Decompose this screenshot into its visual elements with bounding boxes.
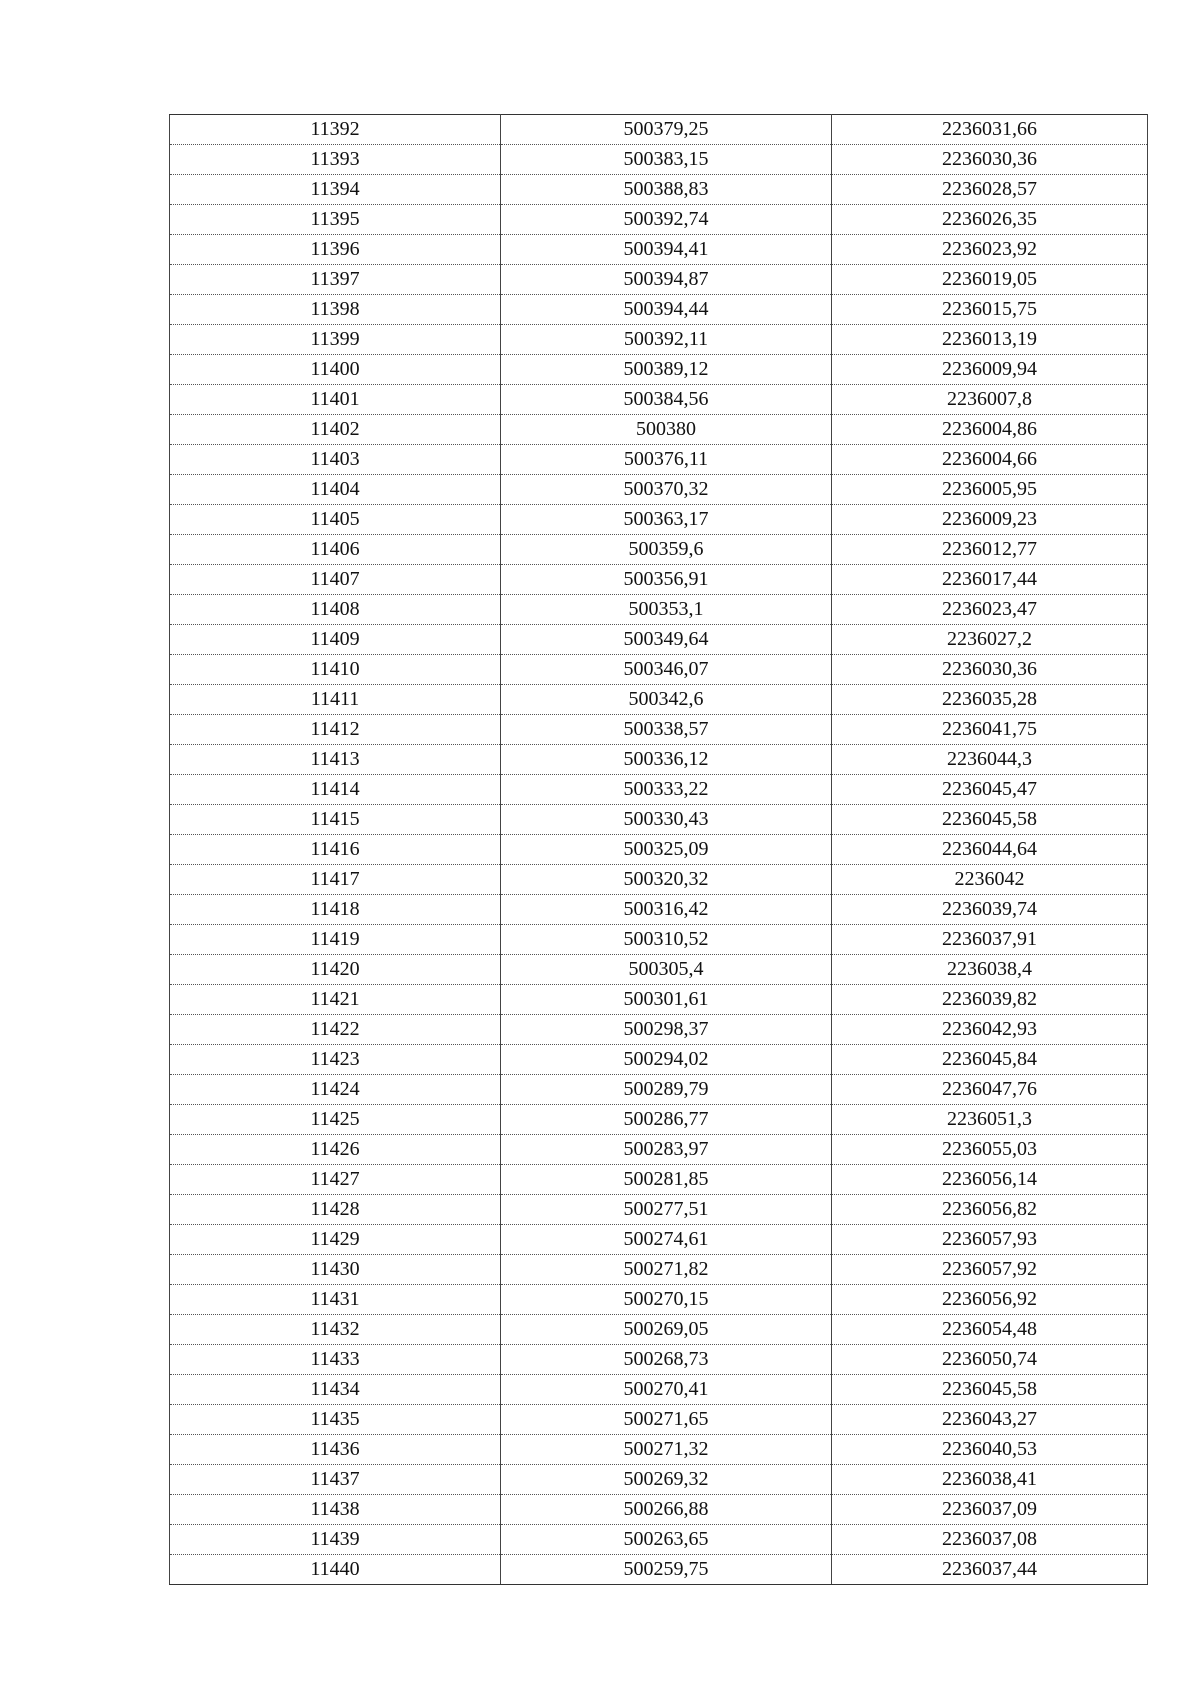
point-number-cell: 11428 (170, 1195, 501, 1225)
table-row (170, 1015, 1148, 1045)
point-number-cell: 11436 (170, 1435, 501, 1465)
table-row (170, 925, 1148, 955)
x-coordinate-cell: 500394,44 (501, 295, 832, 325)
y-coordinate-cell: 2236028,57 (832, 175, 1148, 205)
table-row (170, 1435, 1148, 1465)
x-coordinate-cell: 500269,05 (501, 1315, 832, 1345)
x-coordinate-cell: 500259,75 (501, 1555, 832, 1585)
point-number-cell: 11424 (170, 1075, 501, 1105)
y-coordinate-cell: 2236054,48 (832, 1315, 1148, 1345)
y-coordinate-cell: 2236051,3 (832, 1105, 1148, 1135)
x-coordinate-cell: 500271,82 (501, 1255, 832, 1285)
table-row (170, 805, 1148, 835)
y-coordinate-cell: 2236004,66 (832, 445, 1148, 475)
table-row (170, 1165, 1148, 1195)
x-coordinate-cell: 500376,11 (501, 445, 832, 475)
table-row (170, 265, 1148, 295)
y-coordinate-cell: 2236042 (832, 865, 1148, 895)
y-coordinate-cell: 2236027,2 (832, 625, 1148, 655)
y-coordinate-cell: 2236037,91 (832, 925, 1148, 955)
point-number-cell: 11396 (170, 235, 501, 265)
x-coordinate-cell: 500392,11 (501, 325, 832, 355)
x-coordinate-cell: 500271,32 (501, 1435, 832, 1465)
x-coordinate-cell: 500370,32 (501, 475, 832, 505)
table-row (170, 895, 1148, 925)
table-row (170, 985, 1148, 1015)
point-number-cell: 11392 (170, 115, 501, 145)
table-row (170, 1045, 1148, 1075)
x-coordinate-cell: 500289,79 (501, 1075, 832, 1105)
table-row (170, 955, 1148, 985)
x-coordinate-cell: 500383,15 (501, 145, 832, 175)
table-row (170, 145, 1148, 175)
x-coordinate-cell: 500338,57 (501, 715, 832, 745)
x-coordinate-cell: 500333,22 (501, 775, 832, 805)
x-coordinate-cell: 500363,17 (501, 505, 832, 535)
table-row (170, 1255, 1148, 1285)
x-coordinate-cell: 500359,6 (501, 535, 832, 565)
table-row (170, 505, 1148, 535)
y-coordinate-cell: 2236030,36 (832, 655, 1148, 685)
y-coordinate-cell: 2236037,44 (832, 1555, 1148, 1585)
point-number-cell: 11433 (170, 1345, 501, 1375)
point-number-cell: 11401 (170, 385, 501, 415)
x-coordinate-cell: 500283,97 (501, 1135, 832, 1165)
x-coordinate-cell: 500301,61 (501, 985, 832, 1015)
x-coordinate-cell: 500394,87 (501, 265, 832, 295)
x-coordinate-cell: 500388,83 (501, 175, 832, 205)
x-coordinate-cell: 500389,12 (501, 355, 832, 385)
point-number-cell: 11408 (170, 595, 501, 625)
x-coordinate-cell: 500379,25 (501, 115, 832, 145)
x-coordinate-cell: 500342,6 (501, 685, 832, 715)
table-row (170, 715, 1148, 745)
x-coordinate-cell: 500263,65 (501, 1525, 832, 1555)
y-coordinate-cell: 2236031,66 (832, 115, 1148, 145)
table-row (170, 1135, 1148, 1165)
x-coordinate-cell: 500356,91 (501, 565, 832, 595)
point-number-cell: 11425 (170, 1105, 501, 1135)
x-coordinate-cell: 500336,12 (501, 745, 832, 775)
y-coordinate-cell: 2236019,05 (832, 265, 1148, 295)
x-coordinate-cell: 500320,32 (501, 865, 832, 895)
table-row (170, 655, 1148, 685)
table-row (170, 175, 1148, 205)
table-row (170, 835, 1148, 865)
point-number-cell: 11409 (170, 625, 501, 655)
table-row (170, 1375, 1148, 1405)
table-row (170, 1225, 1148, 1255)
table-row (170, 865, 1148, 895)
point-number-cell: 11432 (170, 1315, 501, 1345)
x-coordinate-cell: 500305,4 (501, 955, 832, 985)
point-number-cell: 11419 (170, 925, 501, 955)
y-coordinate-cell: 2236056,92 (832, 1285, 1148, 1315)
point-number-cell: 11416 (170, 835, 501, 865)
x-coordinate-cell: 500380 (501, 415, 832, 445)
point-number-cell: 11394 (170, 175, 501, 205)
y-coordinate-cell: 2236044,64 (832, 835, 1148, 865)
x-coordinate-cell: 500384,56 (501, 385, 832, 415)
table-row (170, 1315, 1148, 1345)
table-row (170, 445, 1148, 475)
table-row (170, 1405, 1148, 1435)
table-row (170, 1345, 1148, 1375)
y-coordinate-cell: 2236050,74 (832, 1345, 1148, 1375)
x-coordinate-cell: 500349,64 (501, 625, 832, 655)
point-number-cell: 11434 (170, 1375, 501, 1405)
point-number-cell: 11426 (170, 1135, 501, 1165)
x-coordinate-cell: 500269,32 (501, 1465, 832, 1495)
x-coordinate-cell: 500394,41 (501, 235, 832, 265)
y-coordinate-cell: 2236012,77 (832, 535, 1148, 565)
point-number-cell: 11405 (170, 505, 501, 535)
y-coordinate-cell: 2236057,93 (832, 1225, 1148, 1255)
point-number-cell: 11393 (170, 145, 501, 175)
x-coordinate-cell: 500298,37 (501, 1015, 832, 1045)
y-coordinate-cell: 2236023,47 (832, 595, 1148, 625)
point-number-cell: 11430 (170, 1255, 501, 1285)
point-number-cell: 11420 (170, 955, 501, 985)
table-row (170, 475, 1148, 505)
y-coordinate-cell: 2236030,36 (832, 145, 1148, 175)
point-number-cell: 11407 (170, 565, 501, 595)
y-coordinate-cell: 2236005,95 (832, 475, 1148, 505)
x-coordinate-cell: 500310,52 (501, 925, 832, 955)
point-number-cell: 11437 (170, 1465, 501, 1495)
point-number-cell: 11400 (170, 355, 501, 385)
point-number-cell: 11411 (170, 685, 501, 715)
y-coordinate-cell: 2236004,86 (832, 415, 1148, 445)
table-row (170, 595, 1148, 625)
x-coordinate-cell: 500316,42 (501, 895, 832, 925)
point-number-cell: 11415 (170, 805, 501, 835)
y-coordinate-cell: 2236056,14 (832, 1165, 1148, 1195)
y-coordinate-cell: 2236038,4 (832, 955, 1148, 985)
y-coordinate-cell: 2236039,74 (832, 895, 1148, 925)
point-number-cell: 11398 (170, 295, 501, 325)
point-number-cell: 11417 (170, 865, 501, 895)
x-coordinate-cell: 500268,73 (501, 1345, 832, 1375)
y-coordinate-cell: 2236026,35 (832, 205, 1148, 235)
point-number-cell: 11438 (170, 1495, 501, 1525)
y-coordinate-cell: 2236035,28 (832, 685, 1148, 715)
point-number-cell: 11397 (170, 265, 501, 295)
coordinates-table (169, 114, 1148, 1585)
y-coordinate-cell: 2236047,76 (832, 1075, 1148, 1105)
point-number-cell: 11403 (170, 445, 501, 475)
table-row (170, 115, 1148, 145)
table-row (170, 415, 1148, 445)
point-number-cell: 11423 (170, 1045, 501, 1075)
point-number-cell: 11422 (170, 1015, 501, 1045)
point-number-cell: 11406 (170, 535, 501, 565)
point-number-cell: 11439 (170, 1525, 501, 1555)
x-coordinate-cell: 500274,61 (501, 1225, 832, 1255)
table-row (170, 235, 1148, 265)
y-coordinate-cell: 2236009,94 (832, 355, 1148, 385)
table-row (170, 385, 1148, 415)
y-coordinate-cell: 2236015,75 (832, 295, 1148, 325)
x-coordinate-cell: 500277,51 (501, 1195, 832, 1225)
table-row (170, 565, 1148, 595)
y-coordinate-cell: 2236039,82 (832, 985, 1148, 1015)
table-row (170, 1465, 1148, 1495)
x-coordinate-cell: 500294,02 (501, 1045, 832, 1075)
y-coordinate-cell: 2236037,08 (832, 1525, 1148, 1555)
y-coordinate-cell: 2236044,3 (832, 745, 1148, 775)
table-row (170, 355, 1148, 385)
table-row (170, 1105, 1148, 1135)
y-coordinate-cell: 2236045,47 (832, 775, 1148, 805)
x-coordinate-cell: 500346,07 (501, 655, 832, 685)
point-number-cell: 11418 (170, 895, 501, 925)
x-coordinate-cell: 500286,77 (501, 1105, 832, 1135)
y-coordinate-cell: 2236056,82 (832, 1195, 1148, 1225)
y-coordinate-cell: 2236045,84 (832, 1045, 1148, 1075)
table-row (170, 1075, 1148, 1105)
y-coordinate-cell: 2236041,75 (832, 715, 1148, 745)
y-coordinate-cell: 2236043,27 (832, 1405, 1148, 1435)
y-coordinate-cell: 2236057,92 (832, 1255, 1148, 1285)
point-number-cell: 11399 (170, 325, 501, 355)
table-row (170, 295, 1148, 325)
x-coordinate-cell: 500271,65 (501, 1405, 832, 1435)
point-number-cell: 11395 (170, 205, 501, 235)
point-number-cell: 11435 (170, 1405, 501, 1435)
y-coordinate-cell: 2236045,58 (832, 805, 1148, 835)
point-number-cell: 11440 (170, 1555, 501, 1585)
x-coordinate-cell: 500392,74 (501, 205, 832, 235)
point-number-cell: 11412 (170, 715, 501, 745)
point-number-cell: 11414 (170, 775, 501, 805)
x-coordinate-cell: 500266,88 (501, 1495, 832, 1525)
table-row (170, 1555, 1148, 1585)
table-row (170, 1195, 1148, 1225)
table-row (170, 775, 1148, 805)
coordinates-table-body (170, 115, 1148, 1585)
x-coordinate-cell: 500353,1 (501, 595, 832, 625)
point-number-cell: 11404 (170, 475, 501, 505)
x-coordinate-cell: 500325,09 (501, 835, 832, 865)
y-coordinate-cell: 2236017,44 (832, 565, 1148, 595)
y-coordinate-cell: 2236045,58 (832, 1375, 1148, 1405)
y-coordinate-cell: 2236013,19 (832, 325, 1148, 355)
table-row (170, 205, 1148, 235)
x-coordinate-cell: 500270,41 (501, 1375, 832, 1405)
point-number-cell: 11431 (170, 1285, 501, 1315)
table-row (170, 1525, 1148, 1555)
point-number-cell: 11421 (170, 985, 501, 1015)
table-row (170, 1495, 1148, 1525)
point-number-cell: 11427 (170, 1165, 501, 1195)
x-coordinate-cell: 500330,43 (501, 805, 832, 835)
point-number-cell: 11429 (170, 1225, 501, 1255)
y-coordinate-cell: 2236023,92 (832, 235, 1148, 265)
y-coordinate-cell: 2236037,09 (832, 1495, 1148, 1525)
table-row (170, 625, 1148, 655)
y-coordinate-cell: 2236042,93 (832, 1015, 1148, 1045)
y-coordinate-cell: 2236055,03 (832, 1135, 1148, 1165)
point-number-cell: 11410 (170, 655, 501, 685)
table-row (170, 685, 1148, 715)
x-coordinate-cell: 500281,85 (501, 1165, 832, 1195)
y-coordinate-cell: 2236009,23 (832, 505, 1148, 535)
point-number-cell: 11413 (170, 745, 501, 775)
table-row (170, 325, 1148, 355)
y-coordinate-cell: 2236007,8 (832, 385, 1148, 415)
point-number-cell: 11402 (170, 415, 501, 445)
table-row (170, 745, 1148, 775)
table-row (170, 535, 1148, 565)
y-coordinate-cell: 2236038,41 (832, 1465, 1148, 1495)
x-coordinate-cell: 500270,15 (501, 1285, 832, 1315)
table-row (170, 1285, 1148, 1315)
y-coordinate-cell: 2236040,53 (832, 1435, 1148, 1465)
